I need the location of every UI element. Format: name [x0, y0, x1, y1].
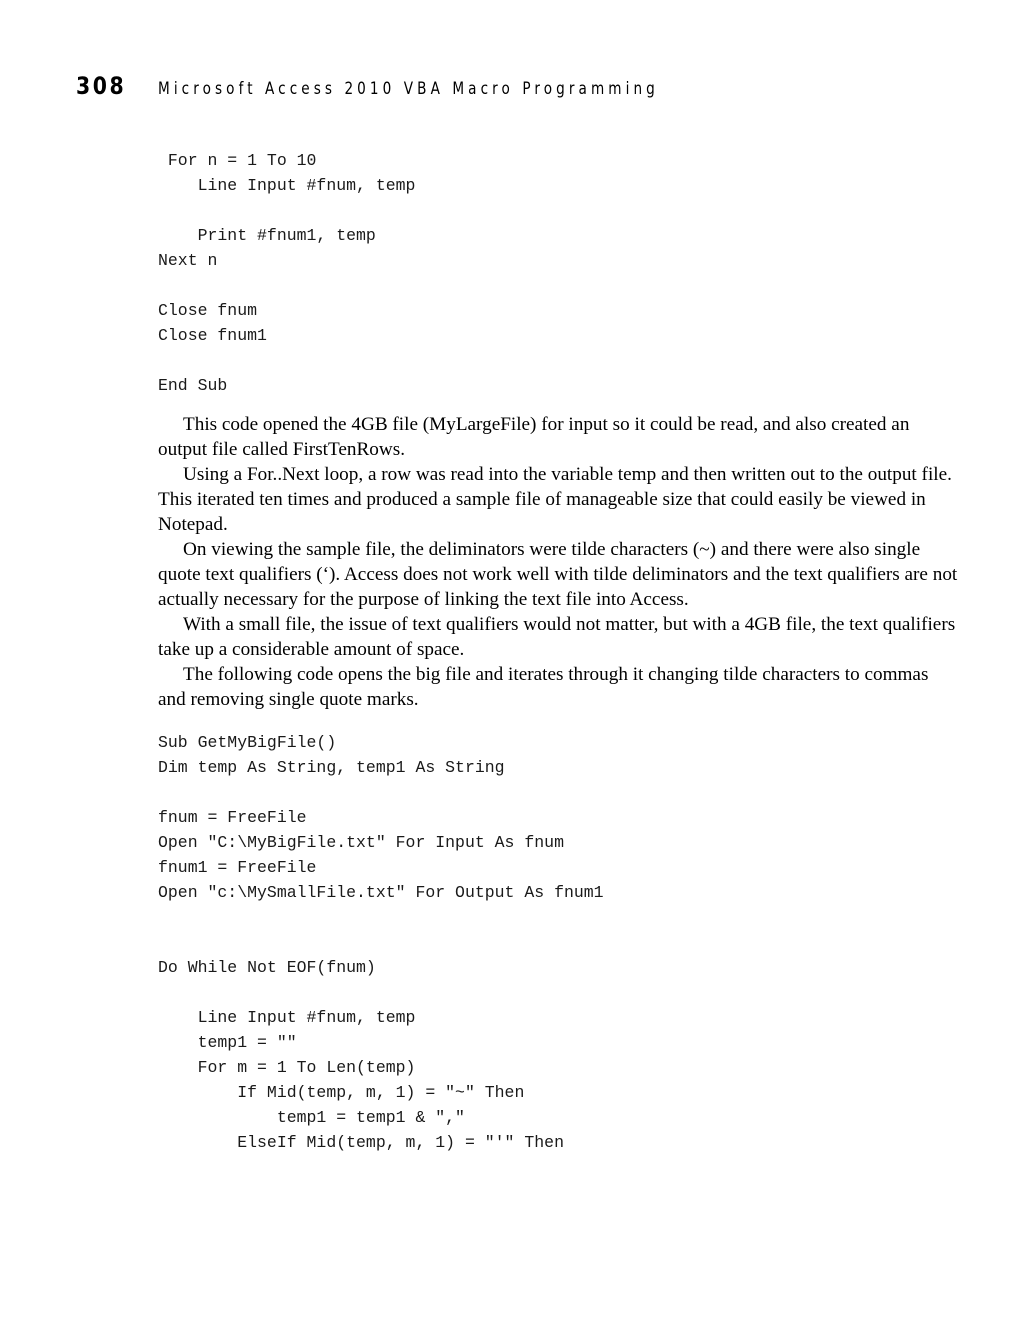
code-line: Sub GetMyBigFile()	[158, 733, 337, 752]
paragraph: On viewing the sample file, the deliminators were tilde characters (~) and there were also single quote text qualifiers (‘). Access does not work well with tilde deliminators and the text qualifiers are not actually necessary for the purpose of linking the text file into Access.	[158, 539, 958, 610]
code-line: Line Input #fnum, temp	[158, 1008, 416, 1027]
code-line: Line Input #fnum, temp	[158, 176, 416, 195]
paragraph: With a small file, the issue of text qualifiers would not matter, but with a 4GB file, the text qualifiers take up a considerable amount of space.	[158, 614, 956, 660]
code-line: temp1 = ""	[158, 1033, 297, 1052]
paragraph: The following code opens the big file and iterates through it changing tilde characters to commas and removing single quote marks.	[158, 664, 929, 710]
code-line: temp1 = temp1 & ","	[158, 1108, 465, 1127]
body-text	[158, 412, 958, 712]
code-line: Close fnum	[158, 301, 258, 320]
code-line: End Sub	[158, 376, 228, 395]
code-line: ElseIf Mid(temp, m, 1) = "'" Then	[158, 1133, 564, 1152]
code-listing-top	[158, 148, 415, 398]
code-line: Next n	[158, 251, 218, 270]
code-line: fnum = FreeFile	[158, 808, 307, 827]
code-line: Open "c:\MySmallFile.txt" For Output As fnum1	[158, 883, 604, 902]
page-number: 308	[76, 72, 127, 100]
code-line: Print #fnum1, temp	[158, 226, 376, 245]
code-line: For m = 1 To Len(temp)	[158, 1058, 416, 1077]
code-line: Dim temp As String, temp1 As String	[158, 758, 505, 777]
code-line: Close fnum1	[158, 326, 267, 345]
paragraph: Using a For..Next loop, a row was read into the variable temp and then written out to the output file. This iterated ten times and produced a sample file of manageable size that could easily be viewed in Notepad.	[158, 464, 952, 535]
code-line: fnum1 = FreeFile	[158, 858, 317, 877]
running-header	[76, 72, 784, 104]
code-line: For n = 1 To 10	[158, 151, 317, 170]
paragraph: This code opened the 4GB file (MyLargeFile) for input so it could be read, and also created an output file called FirstTenRows.	[158, 414, 910, 460]
code-line: Open "C:\MyBigFile.txt" For Input As fnum	[158, 833, 564, 852]
book-title: Microsoft Access 2010 VBA Macro Programming	[158, 79, 659, 99]
code-line: If Mid(temp, m, 1) = "~" Then	[158, 1083, 525, 1102]
code-listing-bottom	[158, 730, 604, 1155]
code-line: Do While Not EOF(fnum)	[158, 958, 376, 977]
